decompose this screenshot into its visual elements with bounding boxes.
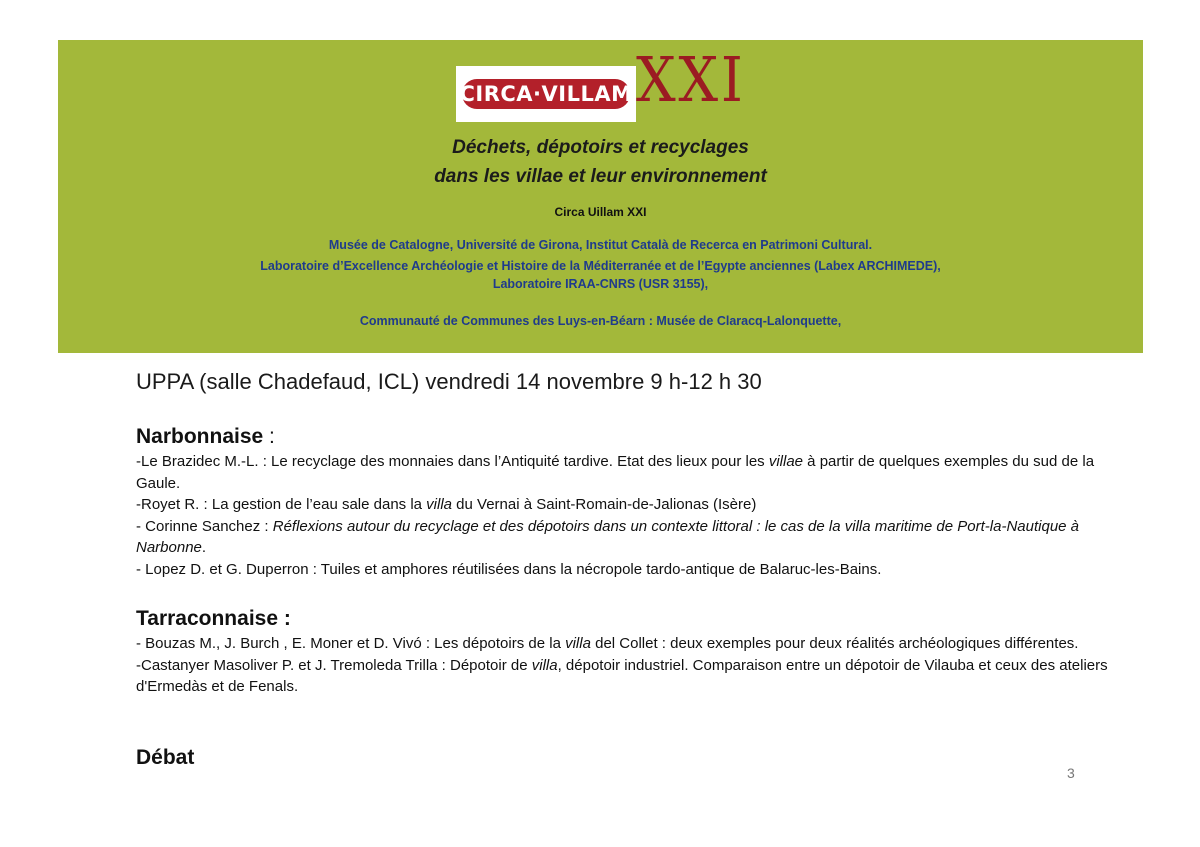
section-entries-tarraconnaise bbox=[136, 633, 1111, 698]
section-heading-debat bbox=[136, 746, 194, 770]
header-banner bbox=[58, 40, 1143, 353]
list-item: - Corinne Sanchez : Réflexions autour du recyclage et des dépotoirs dans un contexte littoral : le cas de la villa maritime de Port-la-Nautique à Narbonne. bbox=[136, 517, 1080, 556]
logo-wordmark: CIRCA·VILLAM bbox=[462, 79, 630, 109]
logo-background bbox=[456, 66, 636, 122]
page-number: 3 bbox=[1067, 765, 1075, 781]
list-item: -Royet R. : La gestion de l’eau sale dans la villa du Vernai à Saint-Romain-de-Jalionas (Isère) bbox=[136, 496, 757, 513]
session-venue: UPPA (salle Chadefaud, ICL) vendredi 14 novembre 9 h-12 h 30 bbox=[136, 369, 762, 394]
list-item: - Bouzas M., J. Burch , E. Moner et D. Vivó : Les dépotoirs de la villa del Collet : deux exemples pour deux réalités archéologiques différentes. bbox=[136, 635, 1079, 652]
section-heading-narbonnaise bbox=[136, 425, 275, 449]
section-heading-tarraconnaise bbox=[136, 607, 291, 631]
organizer-line-4: Communauté de Communes des Luys-en-Béarn : Musée de Claracq-Lalonquette, bbox=[359, 314, 842, 328]
section-entries-narbonnaise bbox=[136, 451, 1111, 580]
section-heading-text: Débat bbox=[136, 746, 195, 769]
conference-title-line1: Déchets, dépotoirs et recyclages bbox=[452, 137, 749, 158]
organizer-line-2: Laboratoire d’Excellence Archéologie et Histoire de la Méditerranée et de l’Egypte anciennes (Labex ARCHIMEDE), bbox=[260, 259, 941, 273]
organizer-line-1: Musée de Catalogne, Université de Girona, Institut Català de Recerca en Patrimoni Cultural. bbox=[328, 238, 873, 252]
section-heading-text: Tarraconnaise : bbox=[136, 607, 291, 630]
list-item: -Le Brazidec M.-L. : Le recyclage des monnaies dans l’Antiquité tardive. Etat des lieux pour les villae à partir de quelques exemples du sud de la Gaule. bbox=[136, 453, 1095, 492]
list-item: -Castanyer Masoliver P. et J. Tremoleda Trilla : Dépotoir de villa, dépotoir industriel. Comparaison entre un dépotoir de Vilauba et ceux des ateliers d'Ermedàs et de Fenals. bbox=[136, 656, 1108, 695]
section-heading-text: Narbonnaise bbox=[136, 425, 264, 448]
logo-numeral: XXI bbox=[636, 43, 746, 116]
conference-title-line2: dans les villae et leur environnement bbox=[434, 166, 767, 187]
circa-villam-logo bbox=[456, 43, 746, 119]
list-item: - Lopez D. et G. Duperron : Tuiles et amphores réutilisées dans la nécropole tardo-antique de Balaruc-les-Bains. bbox=[136, 560, 882, 578]
conference-subtitle: Circa Uillam XXI bbox=[554, 205, 647, 219]
section-heading-colon: : bbox=[263, 425, 275, 448]
organizer-line-3: Laboratoire IRAA-CNRS (USR 3155), bbox=[492, 277, 709, 291]
